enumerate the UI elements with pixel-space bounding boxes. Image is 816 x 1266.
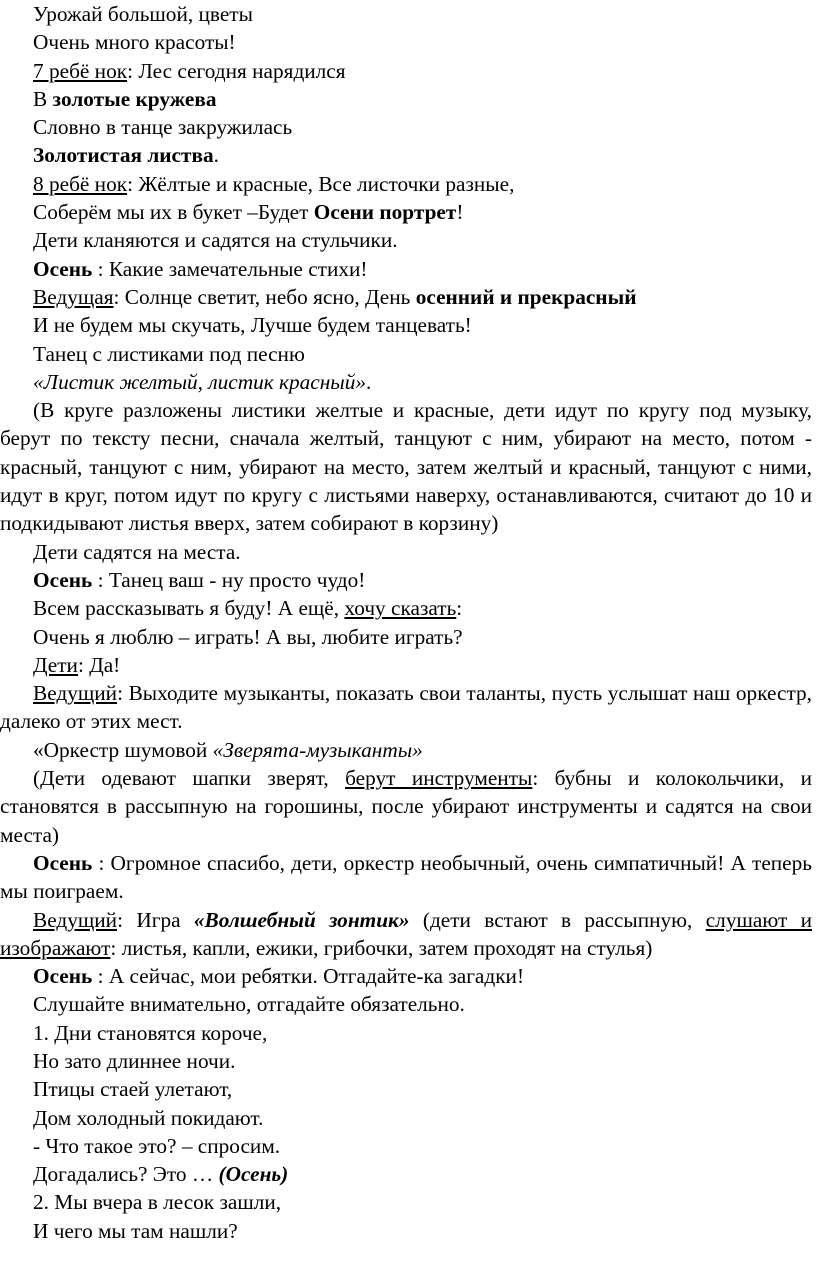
text-run: В: [33, 86, 53, 111]
text-run: 1. Дни становятся короче,: [33, 1020, 268, 1045]
text-run: И чего мы там нашли?: [33, 1218, 238, 1243]
text-run: Догадались? Это …: [33, 1162, 219, 1187]
text-line-m04: [0, 623, 816, 651]
text-run: (Осень): [218, 1162, 289, 1187]
text-run: Всем рассказывать я буду! А ещё,: [33, 596, 345, 621]
text-run: Дети кланяются и садятся на стульчики.: [33, 228, 398, 253]
text-run: : Какие замечательные стихи!: [92, 256, 368, 281]
text-run: «Листик желтый, листик красный»: [33, 369, 367, 394]
text-line-l12: [0, 311, 816, 339]
text-run: Дети садятся на места.: [33, 539, 241, 564]
text-line-l04: [0, 85, 816, 113]
text-line-n02: [0, 990, 816, 1018]
text-run: Осень: [33, 256, 93, 281]
text-run: Осень: [33, 964, 93, 989]
paragraph-instruments: [0, 764, 816, 849]
text-run: : А сейчас, мои ребятки. Отгадайте-ка загадки!: [92, 964, 525, 989]
text-run: Ведущий: [33, 907, 118, 932]
text-run: : Солнце светит, небо ясно, День: [113, 284, 416, 309]
text-run: Ведущий: [33, 681, 118, 706]
text-line-l10: [0, 255, 816, 283]
text-line-l06: [0, 141, 816, 169]
text-run: Осени портрет: [313, 200, 457, 225]
text-run: : Жёлтые и красные, Все листочки разные,: [127, 171, 515, 196]
text-run: (Дети одевают шапки зверят,: [33, 766, 346, 791]
text-line-n03: [0, 1019, 816, 1047]
text-run: .: [213, 143, 219, 168]
text-line-n09: [0, 1188, 816, 1216]
text-run: !: [456, 200, 464, 225]
text-run: Золотистая листва: [33, 143, 214, 168]
paragraph-magic-umbrella: [0, 906, 816, 963]
text-run: осенний и прекрасный: [415, 284, 637, 309]
text-line-l11: [0, 283, 816, 311]
text-line-n10: [0, 1217, 816, 1245]
text-run: хочу сказать: [344, 596, 457, 621]
text-run: Урожай большой, цветы: [33, 2, 253, 26]
text-run: : листья, капли, ежики, грибочки, затем проходят на стулья): [110, 935, 653, 960]
verse-block-2: [0, 538, 816, 679]
verse-block-3: [0, 962, 816, 1245]
paragraph-autumn-thanks: [0, 849, 816, 906]
text-line-l01: [0, 0, 816, 28]
text-run: : Танец ваш - ну просто чудо!: [92, 567, 366, 592]
text-line-l03: [0, 57, 816, 85]
text-line-n07: [0, 1132, 816, 1160]
text-run: «Оркестр шумовой: [33, 737, 213, 762]
text-line-l13: [0, 340, 816, 368]
paragraph-dance-description: [0, 396, 816, 537]
text-run: - Что такое это? – спросим.: [33, 1133, 281, 1158]
text-run: : Лес сегодня нарядился: [127, 58, 346, 83]
text-run: Птицы стаей улетают,: [33, 1077, 233, 1102]
text-run: .: [366, 369, 372, 394]
text-run: : Да!: [77, 652, 121, 677]
text-run: : Выходите музыканты, показать свои таланты, пусть услышат наш оркестр, далеко от этих мест.: [0, 681, 812, 734]
text-run: Слушайте внимательно, отгадайте обязательно.: [33, 992, 465, 1017]
text-line-l08: [0, 198, 816, 226]
text-run: слушают и изображают: [0, 907, 812, 960]
text-line-m02: [0, 566, 816, 594]
verse-block-1: [0, 0, 816, 396]
text-line-n04: [0, 1047, 816, 1075]
text-run: : Игра: [117, 907, 194, 932]
text-run: Ведущая: [33, 284, 114, 309]
text-run: : бубны и колокольчики, и становятся в рассыпную на горошины, после убирают инструменты и садятся на свои места): [0, 766, 812, 847]
text-line-n06: [0, 1104, 816, 1132]
text-line-l14: [0, 368, 816, 396]
text-run: золотые кружева: [52, 86, 217, 111]
text-run: «Волшебный зонтик»: [193, 907, 410, 932]
line-orchestra: [0, 736, 816, 764]
text-line-n01: [0, 962, 816, 990]
text-run: И не будем мы скучать, Лучше будем танцевать!: [33, 313, 472, 338]
text-run: (дети встают в рассыпную,: [409, 907, 706, 932]
text-run: Словно в танце закружилась: [33, 115, 293, 140]
text-run: «Зверята-музыканты»: [212, 737, 423, 762]
text-line-l02: [0, 28, 816, 56]
text-line-m01: [0, 538, 816, 566]
text-run: берут инструменты: [345, 766, 533, 791]
text-line-l09: [0, 226, 816, 254]
text-run: Соберём мы их в букет –Будет: [33, 200, 314, 225]
text-line-m05: [0, 651, 816, 679]
text-run: 2. Мы вчера в лесок зашли,: [33, 1190, 282, 1215]
text-run: Танец с листиками под песню: [33, 341, 305, 366]
text-line-m03: [0, 594, 816, 622]
text-line-l05: [0, 113, 816, 141]
text-run: 7 ребё нок: [33, 58, 128, 83]
text-run: Но зато длиннее ночи.: [33, 1048, 236, 1073]
text-line-n08: [0, 1160, 816, 1188]
text-run: Дети: [33, 652, 78, 677]
text-run: :: [456, 596, 463, 621]
text-run: 8 ребё нок: [33, 171, 128, 196]
text-run: Осень: [33, 567, 93, 592]
text-run: Осень: [33, 850, 93, 875]
paragraph-host-musicians: [0, 679, 816, 736]
text-run: Дом холодный покидают.: [33, 1105, 264, 1130]
text-line-l07: [0, 170, 816, 198]
text-run: Очень много красоты!: [33, 30, 236, 55]
text-run: (В круге разложены листики желтые и красные, дети идут по кругу под музыку, берут по тексту песни, сначала желтый, танцуют с ним, убирают на место, потом - красный, танцуют с ним, убирают на место, затем желтый и красный, танцуют с ними, идут в круг, потом идут по кругу с листьями наверху, останавливаются, считают до 10 и подкидывают листья вверх, затем собирают в корзину): [0, 398, 812, 536]
text-run: : Огромное спасибо, дети, оркестр необычный, очень симпатичный! А теперь мы поиграем.: [0, 850, 812, 904]
text-run: Очень я люблю – играть! А вы, любите играть?: [33, 624, 463, 649]
text-line-n05: [0, 1075, 816, 1103]
